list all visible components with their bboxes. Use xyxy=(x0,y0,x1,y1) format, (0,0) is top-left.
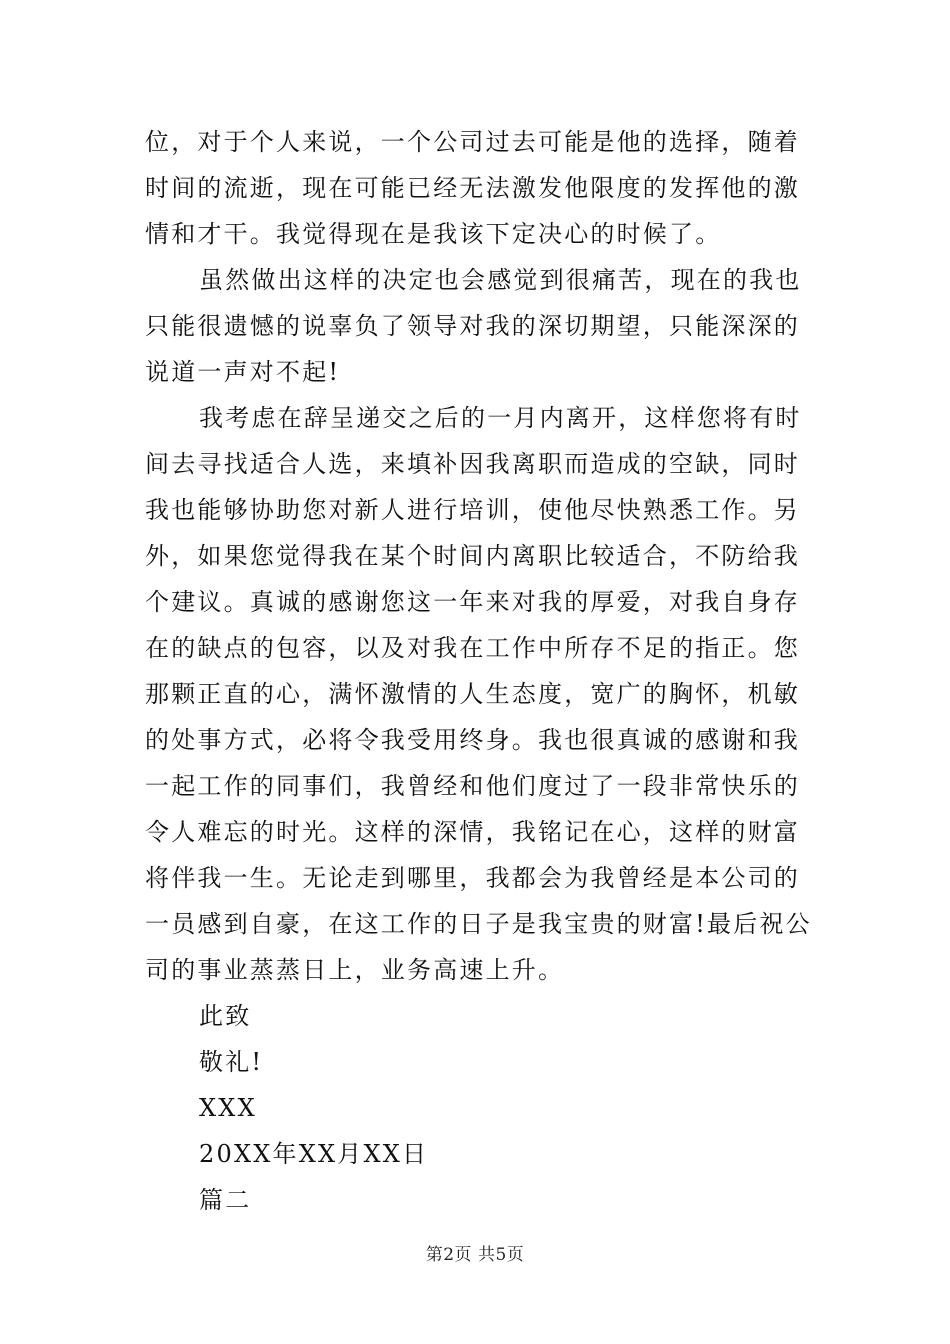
text-line: 我考虑在辞呈递交之后的一月内离开，这样您将有时 xyxy=(199,404,802,432)
page-number-footer: 第2页 共5页 xyxy=(425,1245,525,1265)
signature-date: 20XX年XX月XX日 xyxy=(199,1140,429,1168)
signature-name: XXX xyxy=(199,1094,257,1122)
paragraph-3 xyxy=(145,395,812,993)
text-line: 那颗正直的心，满怀激情的人生态度，宽广的胸怀，机敏 xyxy=(145,680,800,708)
salutation-closing: 此致 xyxy=(199,1002,252,1030)
text-line: 说道一声对不起! xyxy=(145,358,341,386)
letter-closing xyxy=(145,993,807,1223)
text-line: 一起工作的同事们，我曾经和他们度过了一段非常快乐的 xyxy=(145,772,800,800)
text-line: 时间的流逝，现在可能已经无法激发他限度的发挥他的激 xyxy=(145,174,800,202)
paragraph-1 xyxy=(145,119,807,257)
text-line: 我也能够协助您对新人进行培训，使他尽快熟悉工作。另 xyxy=(145,496,800,524)
text-line: 虽然做出这样的决定也会感觉到很痛苦，现在的我也 xyxy=(199,266,802,294)
text-line: 只能很遗憾的说辜负了领导对我的深切期望，只能深深的 xyxy=(145,312,800,340)
text-line: 的处事方式，必将令我受用终身。我也很真诚的感谢和我 xyxy=(145,726,800,754)
paragraph-2 xyxy=(145,257,807,395)
text-line: 一员感到自豪，在这工作的日子是我宝贵的财富!最后祝公 xyxy=(145,910,812,938)
text-line: 令人难忘的时光。这样的深情，我铭记在心，这样的财富 xyxy=(145,818,800,846)
text-line: 外，如果您觉得我在某个时间内离职比较适合，不防给我 xyxy=(145,542,800,570)
letter-body xyxy=(145,119,812,1223)
text-line: 个建议。真诚的感谢您这一年来对我的厚爱，对我自身存 xyxy=(145,588,800,616)
text-line: 位，对于个人来说，一个公司过去可能是他的选择，随着 xyxy=(145,128,800,156)
text-line: 将伴我一生。无论走到哪里，我都会为我曾经是本公司的 xyxy=(145,864,800,892)
text-line: 司的事业蒸蒸日上，业务高速上升。 xyxy=(145,956,565,984)
text-line: 间去寻找适合人选，来填补因我离职而造成的空缺，同时 xyxy=(145,450,800,478)
section-heading: 篇二 xyxy=(199,1186,252,1214)
salutation-regards: 敬礼! xyxy=(199,1048,264,1076)
text-line: 情和才干。我觉得现在是我该下定决心的时候了。 xyxy=(145,220,722,248)
text-line: 在的缺点的包容，以及对我在工作中所存不足的指正。您 xyxy=(145,634,800,662)
